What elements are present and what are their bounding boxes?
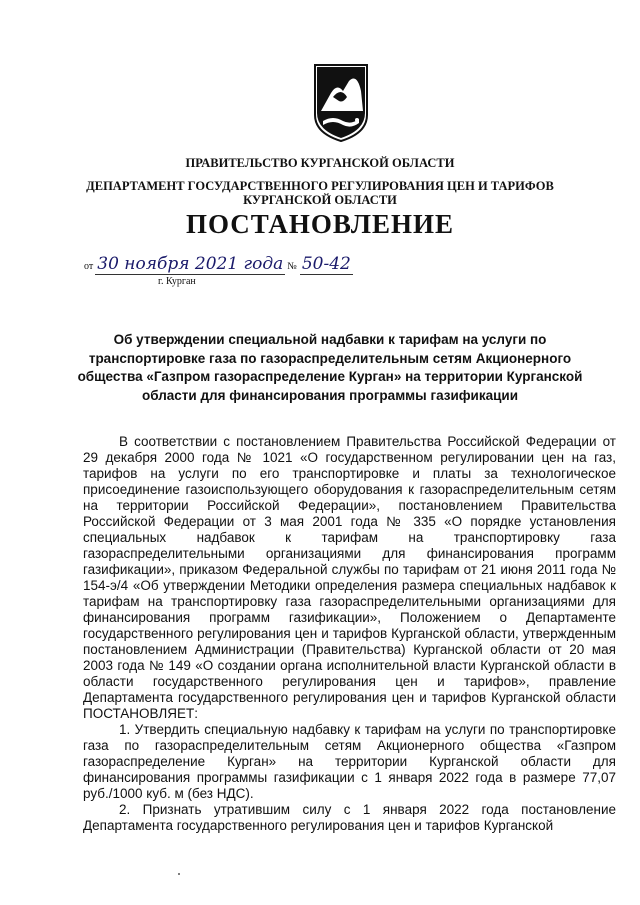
handwritten-date: 30 ноября 2021 года — [97, 254, 284, 274]
resolution-subject: Об утверждении специальной надбавки к тарифам на услуги по транспортировке газа по газораспределительным сетям Акционерного общества «Газпром газораспределение Курган» на территории Курганской области для финансирования программы газификации — [77, 332, 583, 403]
number-label: № — [287, 261, 297, 272]
coat-of-arms-emblem — [313, 63, 369, 143]
from-label: от — [84, 261, 94, 272]
scan-speck — [178, 873, 180, 875]
department-heading-line2: КУРГАНСКОЙ ОБЛАСТИ — [243, 193, 397, 207]
government-heading: ПРАВИТЕЛЬСТВО КУРГАНСКОЙ ОБЛАСТИ — [185, 156, 455, 170]
resolution-body — [83, 434, 616, 834]
department-heading-line1: ДЕПАРТАМЕНТ ГОСУДАРСТВЕННОГО РЕГУЛИРОВАНИЯ ЦЕН И ТАРИФОВ — [86, 179, 554, 193]
item-2-paragraph: 2. Признать утратившим силу с 1 января 2022 года постановление Департамента государственного регулирования цен и тарифов Курганской — [83, 802, 616, 833]
preamble-paragraph: В соответствии с постановлением Правительства Российской Федерации от 29 декабря 2000 года № 1021 «О государственном регулировании цен на газ, тарифов на услуги по его транспортировке и платы за технологическое присоединение газоиспользующего оборудования к газораспределительным сетям на территории Российской Федерации», постановлением Правительства Российской Федерации от 3 мая 2001 года № 335 «О порядке установления специальных надбавок к тарифам на транспортировку газа газораспределительными организациями для финансирования программ газификации», приказом Федеральной службы по тарифам от 21 июня 2011 года № 154-э/4 «Об утверждении Методики определения размера специальных надбавок к тарифам на транспортировку газа газораспределительными организациями для финансирования программ газификации», Положением о Департаменте государственного регулирования цен и тарифов Курганской области, утвержденным постановлением Администрации (Правительства) Курганской области от 20 мая 2003 года № 149 «О создании органа исполнительной власти Курганской области в области государственного регулирования цен и тарифов», правление Департамента государственного регулирования цен и тарифов Курганской области ПОСТАНОВЛЯЕТ: — [83, 434, 616, 721]
handwritten-number: 50-42 — [301, 254, 351, 274]
date-number-line — [84, 254, 353, 275]
city-label: г. Курган — [158, 276, 196, 287]
document-type-title: ПОСТАНОВЛЕНИЕ — [185, 209, 455, 239]
item-1-paragraph: 1. Утвердить специальную надбавку к тарифам на услуги по транспортировке газа по газораспределительным сетям Акционерного общества «Газпром газораспределение Курган» на территории Курганской области для финансирования программы газификации с 1 января 2022 года в размере 77,07 руб./1000 куб. м (без НДС). — [83, 722, 616, 801]
